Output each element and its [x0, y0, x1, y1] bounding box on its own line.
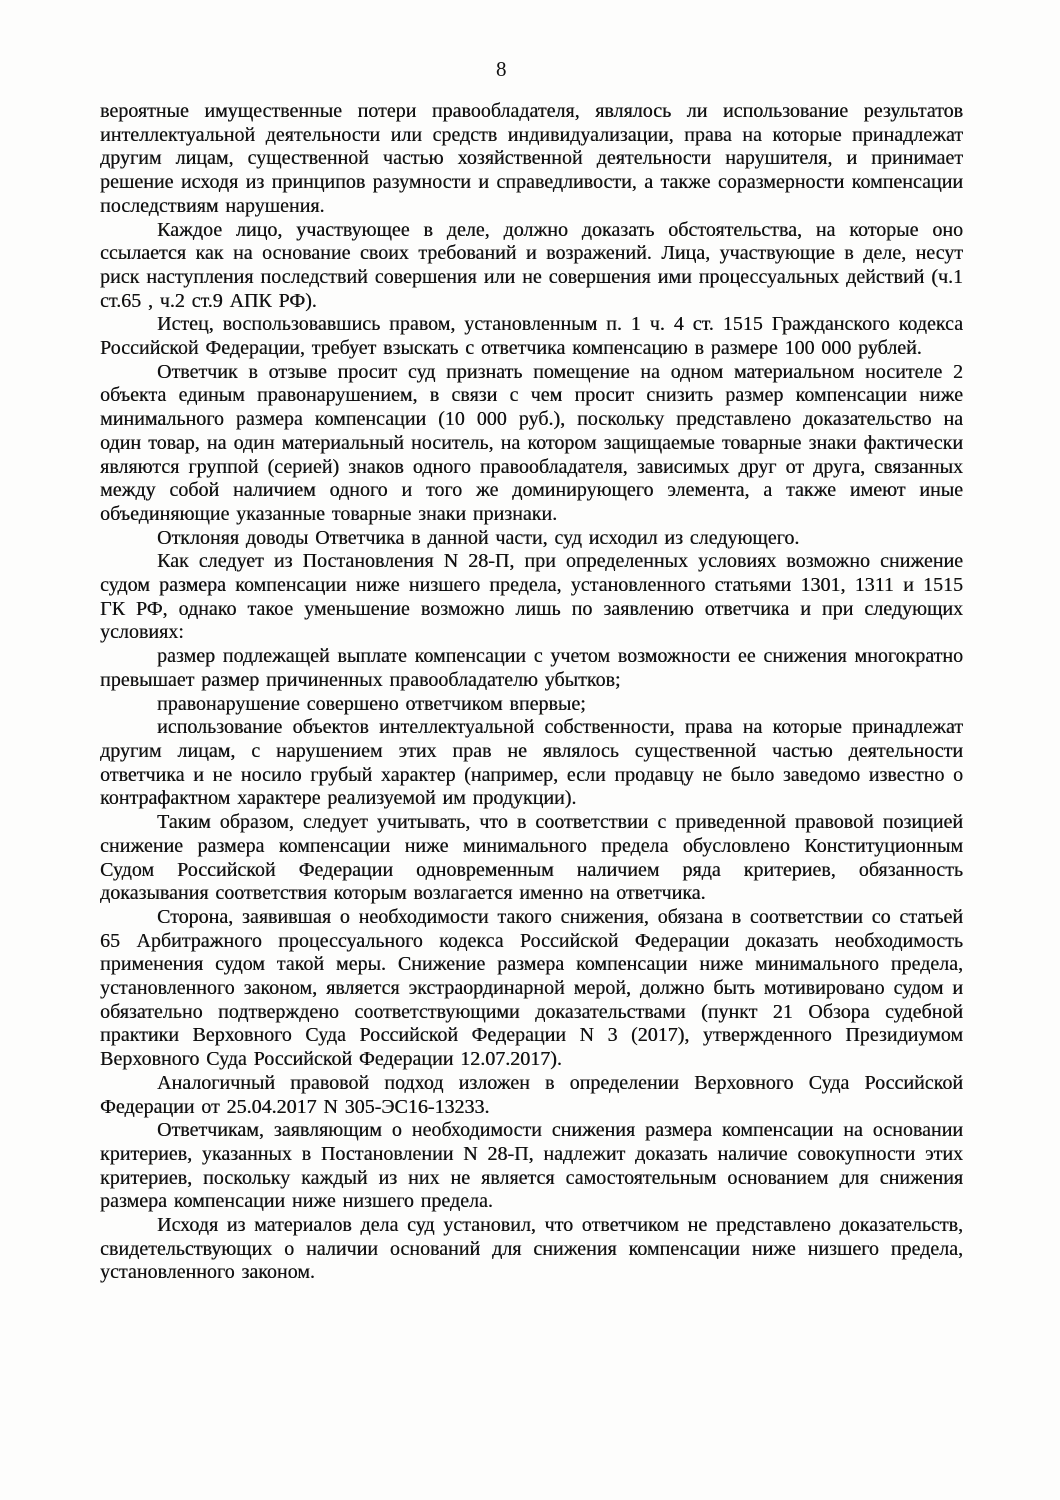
paragraph: размер подлежащей выплате компенсации с учетом возможности ее снижения многократно превышает размер причиненных правообладателю убытков; [100, 645, 963, 691]
paragraph: Каждое лицо, участвующее в деле, должно доказать обстоятельства, на которые оно ссылается как на основание своих требований и возражений. Лица, участвующие в деле, несут риск наступления последствий совершения или не совершения ими процессуальных действий (ч.1 ст.65 , ч.2 ст.9 АПК РФ). [100, 218, 963, 312]
page-number: 8 [496, 57, 507, 81]
paragraph: Отклоняя доводы Ответчика в данной части, суд исходил из следующего. [157, 526, 800, 549]
paragraph: использование объектов интеллектуальной собственности, права на которые принадлежат другим лицам, с нарушением этих прав не являлось существенной частью деятельности ответчика и не носило грубый характер (например, если продавцу не было заведомо известно о контрафактном характере реализуемой им продукции). [100, 716, 963, 810]
paragraph: вероятные имущественные потери правообладателя, являлось ли использование результатов интеллектуальной деятельности или средств индивидуализации, права на которые принадлежат другим лицам, существенной частью хозяйственной деятельности нарушителя, и принимает решение исходя из принципов разумности и справедливости, а также соразмерности компенсации последствиям нарушения. [100, 100, 963, 217]
paragraph: Истец, воспользовавшись правом, установленным п. 1 ч. 4 ст. 1515 Гражданского кодекса Российской Федерации, требует взыскать с ответчика компенсацию в размере 100 000 рублей. [100, 313, 963, 360]
paragraph: правонарушение совершено ответчиком впервые; [157, 692, 586, 715]
paragraph: Сторона, заявившая о необходимости такого снижения, обязана в соответствии со статьей 65 Арбитражного процессуального кодекса Российской Федерации доказать необходимость применения судом такой меры. Снижение размера компенсации ниже минимального предела, установленного законом, является экстраординарной мерой, должно быть мотивировано судом и обязательно подтверждено соответствующими доказательствами (пункт 21 Обзора судебной практики Верховного Суда Российской Федерации N 3 (2017), утвержденного Президиумом Верховного Суда Российской Федерации 12.07.2017). [100, 905, 963, 1071]
paragraph: Ответчик в отзыве просит суд признать помещение на одном материальном носителе 2 объекта единым правонарушением, в связи с чем просит снизить размер компенсации ниже минимального размера компенсации (10 000 руб.), поскольку представлено доказательство на один товар, на один материальный носитель, на котором защищаемые товарные знаки фактически являются группой (серией) знаков одного правообладателя, зависимых друг от друга, связанных между собой наличием одного и того же доминирующего элемента, а также имеют иные объединяющие указанные товарные знаки признаки. [100, 360, 963, 525]
paragraph: Как следует из Постановления N 28-П, при определенных условиях возможно снижение судом размера компенсации ниже низшего предела, установленного статьями 1301, 1311 и 1515 ГК РФ, однако такое уменьшение возможно лишь по заявлению ответчика и при следующих условиях: [100, 550, 963, 644]
paragraph: Таким образом, следует учитывать, что в соответствии с приведенной правовой позицией снижение размера компенсации ниже минимального предела обусловлено Конституционным Судом Российской Федерации одновременным наличием ряда критериев, обязанность доказывания соответствия которым возлагается именно на ответчика. [100, 811, 963, 905]
paragraph: Аналогичный правовой подход изложен в определении Верховного Суда Российской Федерации от 25.04.2017 N 305-ЭС16-13233. [100, 1071, 963, 1118]
paragraph: Исходя из материалов дела суд установил, что ответчиком не представлено доказательств, свидетельствующих о наличии оснований для снижения компенсации ниже низшего предела, установленного законом. [100, 1214, 963, 1284]
document-body [100, 100, 963, 1285]
paragraph: Ответчикам, заявляющим о необходимости снижения размера компенсации на основании критериев, указанных в Постановлении N 28-П, надлежит доказать наличие совокупности этих критериев, поскольку каждый из них не является самостоятельным основанием для снижения размера компенсации ниже низшего предела. [100, 1119, 963, 1213]
